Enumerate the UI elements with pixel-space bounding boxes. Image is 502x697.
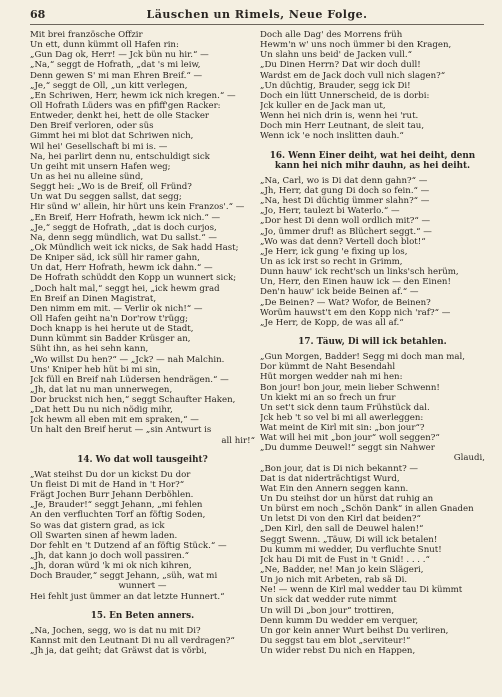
verse-line: Frägt Jochen Burr Jehann Derböhlen. [30,490,194,501]
verse-line: Kannst mit den Leutnant Di nu all verdragen?“ [30,636,235,647]
verse-line: „Bon jour, dat is Di nich bekannt? — [260,463,419,474]
verse-line: Un as ick irst so recht in Grimm, [260,256,403,267]
verse-line: „Wo was dat denn? Vertell doch blot!“ [260,236,426,247]
verse-line: Entweder, denkt hei, hett de olle Stacker [30,111,210,122]
verse-line: Un dat, Herr Hofrath, hewm ick dahn.“ — [30,263,213,274]
verse-line: Wil hei' Gesellschaft bi mi is. — [30,141,168,152]
verse-line: Dunn hauw' ick recht'sch un links'sch herüm, [260,267,459,278]
verse-line: Jck hewm all eben mit em spraken,“ — [30,415,199,426]
verse-line: Bon jour! bon jour, mein lieber Schwenn! [260,382,440,393]
verse-line: Denn gewen S' mi man Ehren Breif.“ — [30,70,203,81]
verse-line: Jck hau Di mit de Fust in 't Gnid! . . . .“ [260,554,430,565]
verse-line: Doch min Herr Leutnant, de sleit tau, [260,121,425,132]
verse-line: Doch alle Dag' des Morrens früh [260,30,403,40]
verse-line: „Jo, ümmer druf! as Blüchert seggt.“ — [260,226,432,237]
verse-line: Un wat Du seggen sallst, dat segg; [30,192,182,203]
verse-line: Dor bruckst nich hen,“ seggt Schaufter Haken, [30,395,236,406]
verse-line: „Na, hest Di düchtig ümmer slahn?“ — [260,196,430,207]
section-gap [30,446,255,455]
verse-line: Denn kumm Du wedder em verquer, [260,615,419,626]
verse-line: Oll Hafen geiht na'n Dor'row t'rügg; [30,313,189,324]
verse-line: Worüm hauwst't em den Kopp nich 'raf?“ — [260,307,451,318]
running-title: Läuschen un Rimels, Neue Folge. [146,8,368,21]
verse-line: Wat Ein den Annern seggen kann. [260,483,409,494]
verse-line: Seggt hei: „Wo is de Breif, oll Fründ? [30,182,192,193]
verse-line: „Ok Mündlich weit ick nicks, de Sak hadd Hast; [30,242,239,253]
verse-line: „En Breif, Herr Hofrath, hewm ick nich.“ — [30,212,221,223]
verse-line: „Jh, dat lat nu man unnerwegen, [30,384,173,395]
verse-line: „Je, Brauder!“ seggt Jehann, „mi fehlen [30,500,203,511]
verse-line: Süht ihn, as hei sehn kann, [30,344,149,355]
section-heading: 14. Wo dat woll tausgeiht? [77,454,208,465]
verse-line: „Dor hest Di denn woll ordlich mit?“ — [260,216,431,227]
verse-line: Un jo nich mit Arbeten, rab sä Di. [260,575,408,586]
right-column [260,30,485,656]
verse-line: Wenn hei nich drin is, wenn hei 'rut. [260,111,419,122]
page-header [30,8,484,24]
verse-line: „Na,“ seggt de Hofrath, „dat 's mi leiw, [30,60,201,71]
verse-line: „En Schriwen, Herr, hewm ick nich kregen.“ — [30,90,236,101]
verse-line: Jck kuller en de Jack man ut, [260,100,386,111]
verse-line: „Na, Jochen, segg, wo is dat nu mit Di? [30,625,201,636]
verse-line: Dunn kümmt sin Badder Krüsger an, [30,334,191,345]
verse-line: wunnert — [118,581,167,592]
verse-line: An den verfluchten Torf an föftig Soden, [30,510,206,521]
verse-line: Un geiht mit unsern Hafen weg; [30,161,171,172]
verse-line: De Kniper säd, ick süll hir ramer gahn, [30,253,200,264]
verse-line: „Jh, doran würd 'k mi ok nich kihren, [30,561,192,572]
verse-line: Dor fehlt en 't Dutzend af an föftig Stück.“ — [30,540,227,551]
verse-line: Na, denn segg mündlich, wat Du sallst.“ — [30,232,217,243]
section-gap [260,328,485,337]
verse-line: Jck heb 't so vel bi mi all awerleggen: [260,412,424,423]
verse-line: Ne! — wenn de Kirl mal wedder tau Di kümmt [260,585,463,596]
verse-line: Hüt morgen wedder nah mi hen: [260,372,403,383]
verse-line: Glaudi, [453,453,485,464]
verse-line: Un fleist Di mit de Hand in 't Hor?“ [30,480,185,491]
verse-line: Un bürst em noch „Schön Dank“ in allen Gnaden [260,504,474,515]
verse-line: Un slahn uns beid' de Jacken vull.“ [260,50,413,61]
verse-line: Den nimm em mit. — Verlir ok nich!“ — [30,303,203,314]
verse-line: Un set't sick denn taum Frühstück dal. [260,402,430,413]
section-heading: 17. Täuw, Di will ick betahlen. [298,336,447,347]
verse-line: „Den Kirl, den sall de Deuwel halen!“ [260,524,424,535]
verse-line: Wat will hei mit „bon jour“ woll seggen?“ [260,433,440,444]
verse-line: „Wo willst Du hen?“ — „Jck? — nah Malchin. [30,354,225,365]
verse-line: „Gun Dag ok, Herr! — Jck bün nu hir.“ — [30,50,209,61]
verse-line: Un letst Di von den Kirl dat beiden?“ [260,514,421,525]
verse-line: „Jh ja, dat geiht; dat Gräwst dat is vörbi, [30,646,207,657]
verse-line: Un gor kein anner Wurt beihst Du verliren, [260,625,449,636]
verse-line: „Ne, Badder, ne! Man jo kein Slägeri, [260,565,424,576]
verse-line: Hewm'n w' uns noch ümmer bi den Kragen, [260,40,452,51]
verse-line: „Je Herr, de Kopp, de was all af.“ [260,317,404,328]
verse-line: Un kiekt mi an so frech un frur [260,392,396,403]
verse-line: Mit brei französche Offzir [30,30,143,40]
left-column [30,30,255,656]
verse-line: „Du Dinen Herrn? Dat wir doch dull! [260,60,421,71]
verse-line: Jck füll en Breif nah Lüdersen hendrägen.“ — [30,374,229,385]
verse-line: „Na, Carl, wo is Di dat denn gahn?“ — [260,175,428,186]
verse-line: Un sick dat wedder rute nimmt [260,595,397,606]
section-heading: kann hei nich mihr dauhn, as hei deiht. [274,160,471,171]
verse-line: Un ett, dunn kümmt oll Hafen rin: [30,40,179,51]
verse-line: „Jo, Herr, taulezt bi Waterlo.“ — [260,206,400,217]
verse-line: „Du dumme Deuwel!“ seggt sin Nahwer [260,443,435,454]
verse-line: „Je Herr, ick gung 'e fixing up los, [260,246,408,257]
verse-line: Un, Herr, den Einen hauw ick — den Einen! [260,277,451,288]
verse-line: all hir!“ [221,435,255,446]
section-gap [260,142,485,151]
verse-line: Wenn ick 'e noch inslitten dauh.“ [260,131,404,142]
verse-line: „Gun Morgen, Badder! Segg mi doch man mal, [260,352,465,363]
verse-line: Hir sünd w' allein, hir hürt uns kein Franzos'.“ — [30,202,245,213]
verse-line: Dor kümmt de Naht Besendahl [260,362,396,373]
verse-line: „De Beinen? — Wat? Wofor, de Beinen? [260,297,431,308]
verse-line: „Dat hett Du nu nich nödig mihr, [30,405,173,416]
verse-line: „Je,“ seggt de Oll, „un kitt verlegen, [30,80,188,91]
verse-line: Oll Swarten sinen af hewm laden. [30,530,178,541]
verse-line: Dat is dat niderträchtigst Wurd, [260,473,400,484]
verse-line: Seggt Swenn. „Täuw, Di will ick betalen! [260,534,438,545]
verse-line: So was dat gistern grad, as ick [30,520,165,531]
verse-line: Oll Hofrath Lüders was en pfiff'gen Racker: [30,100,221,111]
verse-line: Den'n hauw' ick beide Beinen af.“ — [260,287,419,298]
verse-line: Du kumm mi wedder, Du verfluchte Snut! [260,544,442,555]
section-heading: 16. Wenn Einer deiht, wat hei deiht, denn [269,150,476,161]
section-gap [30,602,255,611]
verse-line: „Wat steihst Du dor un kickst Du dor [30,469,191,480]
verse-line: Un as hei nu alleine sünd, [30,171,144,182]
verse-line: De Hofrath schüddt den Kopp un wunnert sick; [30,273,237,284]
verse-line: Gimmt hei mi blot dat Schriwen nich, [30,131,194,142]
verse-line: „Doch halt mal,“ seggt hei, „ick hewm grad [30,283,220,294]
verse-line: „Jh, Herr, dat gung Di doch so fein.“ — [260,185,430,196]
verse-line: Un Du steihst dor un hürst dat ruhig an [260,494,434,505]
verse-line: Den Breif verloren, oder süs [30,121,154,132]
verse-line: Doch Brauder,“ seggt Jehann, „süh, wat mi [30,571,218,582]
verse-line: Wat meint de Kirl mit sin: „bon jour“? [260,423,425,434]
header-rule [30,24,484,25]
verse-line: Un halt den Breif herut — „sin Antwurt is [30,425,212,436]
verse-line: „Jh, dat kann jo doch woll passiren.“ [30,551,189,562]
verse-line: Un will Di „bon jour“ trottiren, [260,605,395,616]
page-number: 68 [30,8,46,21]
verse-line: Doch knapp is hei herute ut de Stadt, [30,324,194,335]
verse-line: Na, hei parlirt denn nu, entschuldigt sick [30,151,210,162]
verse-line: Uns' Kniper heb hüt bi mi sin, [30,364,161,375]
section-heading: 15. En Beten anners. [90,610,195,621]
verse-line: Un wider rebst Du nich en Happen, [260,646,416,657]
verse-line: Hei fehlt just ümmer an dat letzte Hunnert.“ [30,591,225,602]
verse-line: Du seggst tau em blot „serviteur!“ [260,636,411,647]
verse-line: „Un düchtig, Brauder, segg ick Di! [260,80,411,91]
verse-line: Doch ein lütt Unnerscheid, de is dorbi: [260,90,430,101]
verse-line: En Breif an Dinen Magistrat, [30,293,157,304]
verse-line: „Je,“ seggt de Hofrath, „dat is doch curjos, [30,222,217,233]
verse-line: Wardst em de Jack doch vull nich slagen?“ [260,70,446,81]
